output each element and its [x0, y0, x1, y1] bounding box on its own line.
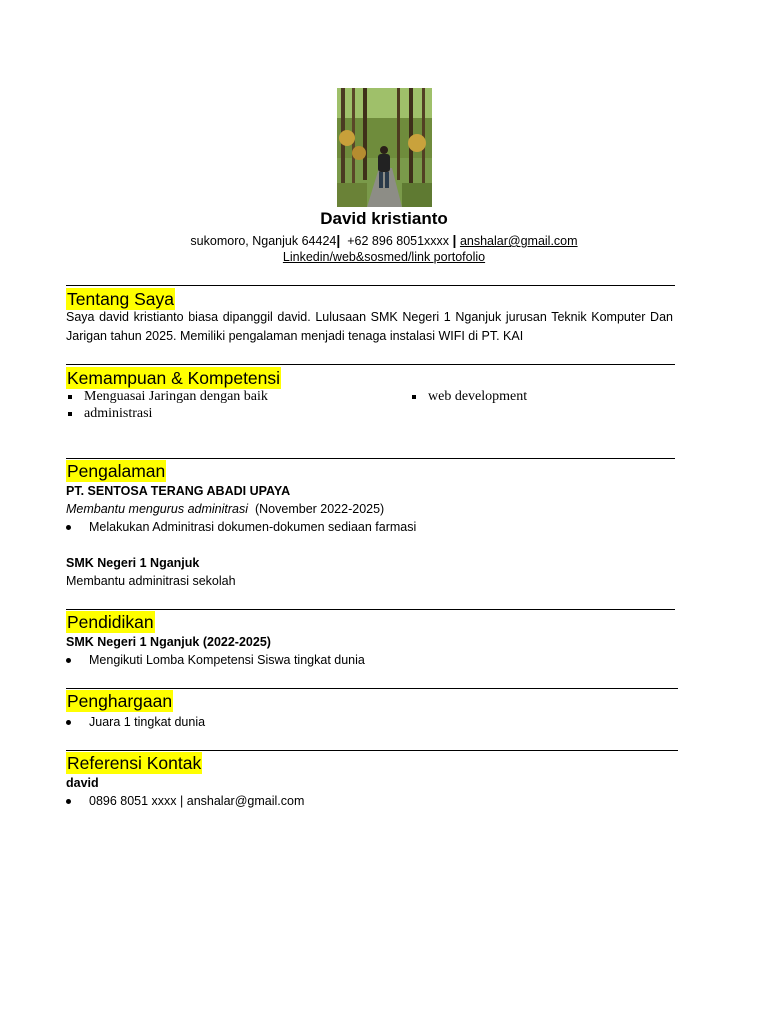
section-heading-education: Pendidikan: [67, 612, 154, 632]
separator: |: [452, 232, 457, 248]
divider: [66, 609, 675, 610]
candidate-name: David kristianto: [320, 209, 448, 228]
section-heading-awards: Penghargaan: [67, 691, 173, 711]
portfolio-link[interactable]: Linkedin/web&sosmed/link portofolio: [282, 250, 486, 264]
bullet-icon: [66, 799, 71, 804]
reference-name: david: [66, 776, 99, 790]
links-line: [0, 249, 768, 266]
profile-photo: [337, 88, 432, 207]
list-item: web development: [410, 388, 527, 405]
skills-list-right: [410, 388, 527, 405]
list-item: Melakukan Adminitrasi dokumen-dokumen sediaan farmasi: [66, 518, 416, 536]
list-item: administrasi: [66, 405, 268, 422]
section-heading-experience: Pengalaman: [67, 461, 166, 481]
separator: |: [336, 232, 341, 248]
about-text: Saya david kristianto biasa dipanggil david. Lulusaan SMK Negeri 1 Nganjuk jurusan Teknik Komputer Dan Jarigan tahun 2025. Memiliki pengalaman menjadi tenaga instalasi WIFI di PT. KAI: [66, 310, 673, 343]
phone-text: +62 896 8051xxxx: [347, 234, 450, 248]
divider: [66, 364, 675, 365]
email-link[interactable]: anshalar@gmail.com: [459, 234, 578, 248]
company-name: SMK Negeri 1 Nganjuk: [66, 556, 200, 570]
square-bullet-icon: [412, 395, 416, 399]
square-bullet-icon: [68, 412, 72, 416]
job-role: Membantu mengurus adminitrasi: [66, 502, 249, 516]
job-role: Membantu adminitrasi sekolah: [66, 574, 236, 588]
company-name: PT. SENTOSA TERANG ABADI UPAYA: [66, 484, 291, 498]
section-heading-skills: Kemampuan & Kompetensi: [67, 368, 281, 388]
bullet-icon: [66, 658, 71, 663]
school-name: SMK Negeri 1 Nganjuk (2022-2025): [66, 635, 271, 649]
divider: [66, 750, 678, 751]
section-heading-reference: Referensi Kontak: [67, 753, 202, 773]
bullet-icon: [66, 720, 71, 725]
list-item: Mengikuti Lomba Kompetensi Siswa tingkat dunia: [66, 651, 365, 669]
list-item: Juara 1 tingkat dunia: [66, 713, 205, 731]
square-bullet-icon: [68, 395, 72, 399]
divider: [66, 285, 675, 286]
list-item: 0896 8051 xxxx | anshalar@gmail.com: [66, 792, 304, 810]
section-heading-about: Tentang Saya: [67, 289, 175, 309]
job-role-line: [66, 500, 384, 518]
address-text: sukomoro, Nganjuk 64424: [190, 234, 337, 248]
divider: [66, 688, 678, 689]
bullet-icon: [66, 525, 71, 530]
divider: [66, 458, 675, 459]
job-period: (November 2022-2025): [254, 502, 385, 516]
contact-line: [0, 232, 768, 250]
skills-list-left: [66, 388, 268, 422]
list-item: Menguasai Jaringan dengan baik: [66, 388, 268, 405]
